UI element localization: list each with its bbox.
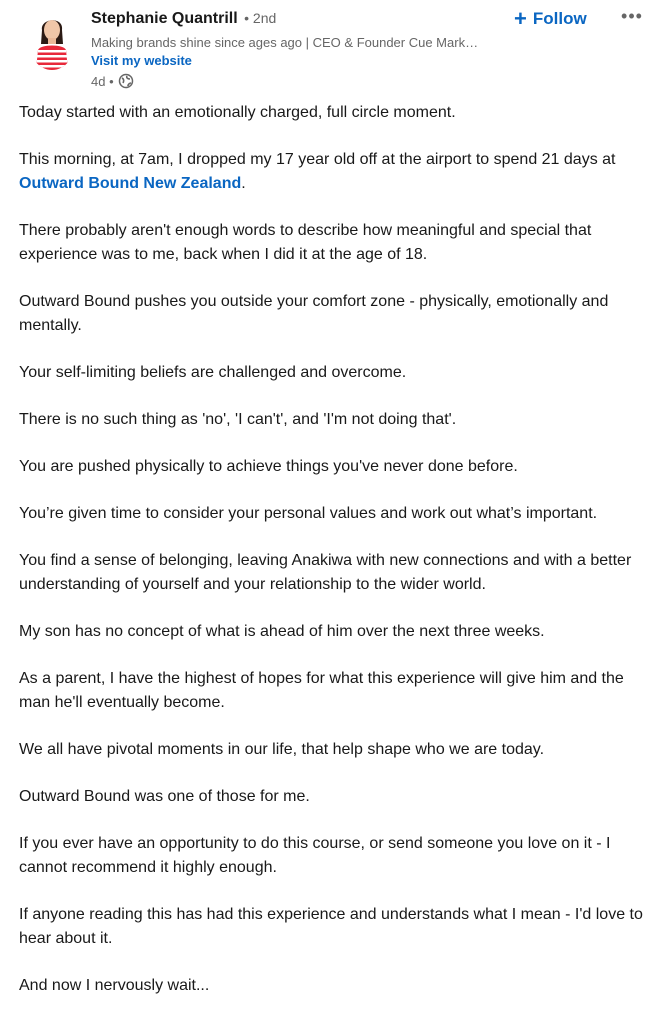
paragraph: My son has no concept of what is ahead of him over the next three weeks. xyxy=(19,623,545,640)
paragraph: We all have pivotal moments in our life, that help shape who we are today. xyxy=(19,741,545,758)
author-name-row xyxy=(91,10,276,28)
post-meta xyxy=(91,72,134,90)
paragraph xyxy=(19,148,649,196)
plus-icon: + xyxy=(514,6,527,31)
avatar-portrait-image xyxy=(28,10,76,70)
paragraph: You’re given time to consider your personal values and work out what’s important. xyxy=(19,505,598,522)
connection-degree: • 2nd xyxy=(244,10,277,26)
paragraph: Today started with an emotionally charged, full circle moment. xyxy=(19,104,456,121)
paragraph: If you ever have an opportunity to do this course, or send someone you love on it - I cannot recommend it highly enough. xyxy=(19,835,611,876)
visit-website-link[interactable]: Visit my website xyxy=(91,53,192,68)
paragraph: As a parent, I have the highest of hopes for what this experience will give him and the man he'll eventually become. xyxy=(19,670,624,711)
author-headline: Making brands shine since ages ago | CEO & Founder Cue Mark… xyxy=(91,35,479,50)
post-text xyxy=(19,101,649,1021)
globe-icon xyxy=(118,73,134,89)
paragraph: If anyone reading this has had this experience and understands what I mean - I'd love to hear about it. xyxy=(19,906,643,947)
more-options-icon[interactable]: ••• xyxy=(621,5,643,26)
outward-bound-link[interactable]: Outward Bound New Zealand xyxy=(19,175,242,192)
paragraph: You are pushed physically to achieve things you've never done before. xyxy=(19,458,518,475)
paragraph: Outward Bound was one of those for me. xyxy=(19,788,310,805)
paragraph: And now I nervously wait... xyxy=(19,977,210,994)
post-time: 4d • xyxy=(91,73,114,89)
follow-button[interactable] xyxy=(514,7,587,31)
author-name[interactable]: Stephanie Quantrill xyxy=(91,10,238,27)
paragraph-text: This morning, at 7am, I dropped my 17 year old off at the airport to spend 21 days at xyxy=(19,151,616,168)
paragraph-end: . xyxy=(241,175,246,192)
paragraph: Your self-limiting beliefs are challenged and overcome. xyxy=(19,364,407,381)
avatar[interactable] xyxy=(28,10,76,70)
paragraph: Outward Bound pushes you outside your comfort zone - physically, emotionally and mentally. xyxy=(19,293,609,334)
follow-label: Follow xyxy=(532,9,587,28)
paragraph: There is no such thing as 'no', 'I can't', and 'I'm not doing that'. xyxy=(19,411,457,428)
paragraph: You find a sense of belonging, leaving Anakiwa with new connections and with a better understanding of yourself and your relationship to the wider world. xyxy=(19,552,632,593)
paragraph: There probably aren't enough words to describe how meaningful and special that experience was to me, back when I did it at the age of 18. xyxy=(19,222,592,263)
